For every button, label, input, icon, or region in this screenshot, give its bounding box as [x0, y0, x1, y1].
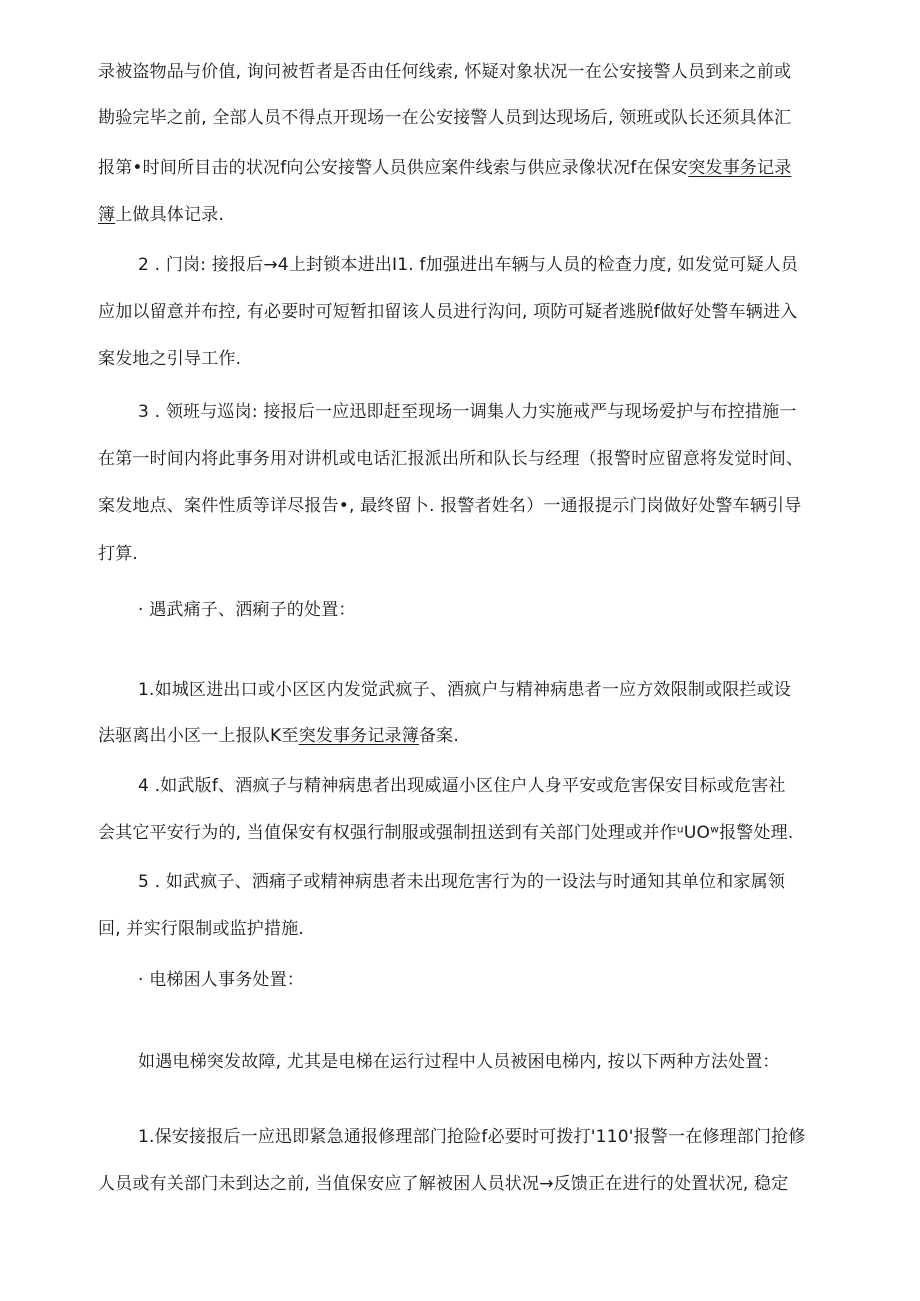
text-line	[98, 300, 797, 324]
text-run: 勘验完毕之前, 全部人员不得点开现场一在公安接警人员到达现场后, 领班或队长还须具体汇	[98, 108, 792, 128]
text-run: 打算.	[98, 544, 139, 564]
underlined-term: 突发事务记录	[688, 158, 792, 178]
underlined-term: 突发事务记录簿	[298, 726, 419, 746]
text-line	[138, 870, 785, 894]
text-run: · 遇武痛子、洒痢子的处置：	[138, 600, 356, 620]
text-line	[98, 106, 791, 130]
text-run: 案发地之引导工作.	[98, 349, 242, 369]
text-run: 1.如城区进出口或小区区内发觉武疯子、酒疯户与精神病患者一应方效限制或限拦或设	[138, 680, 792, 700]
text-line	[98, 1172, 788, 1196]
text-run: 案发地点、案件性质等详尽报告•, 最终留卜. 报警者姓名）一通报提示门岗做好处警车辆引导	[98, 496, 802, 516]
text-line	[138, 1050, 780, 1074]
text-run: 应加以留意并布控, 有必要时可短暂扣留该人员进行沟问, 项防可疑者逃脱f做好处警车辆进入	[98, 302, 798, 322]
text-line	[138, 598, 356, 622]
underlined-term: 簿	[98, 205, 116, 225]
text-line	[138, 774, 786, 798]
text-run: 1.保安接报后一应迅即紧急通报修理部门抢险f必要时可拨打'110'报警一在修理部门抢修	[138, 1127, 806, 1147]
text-line	[138, 678, 791, 702]
text-run: 人员或有关部门未到达之前, 当值保安应了解被困人员状况→反馈正在进行的处置状况, 稳定	[98, 1174, 789, 1194]
text-run: 上做具体记录.	[115, 205, 225, 225]
text-run: 5 . 如武疯子、洒痛子或精神病患者未出现危害行为的一设法与时通知其单位和家属领	[138, 872, 786, 892]
text-line	[138, 1125, 806, 1149]
text-run: 如遇电梯突发故障, 尤其是电梯在运行过程中人员被困电梯内, 按以下两种方法处置：	[138, 1052, 780, 1072]
text-run: · 电梯困人事务处置：	[138, 970, 305, 990]
text-run: 回, 并实行限制或监护措施.	[98, 919, 305, 939]
text-run: 备案.	[418, 726, 459, 746]
text-line	[138, 968, 304, 992]
text-run: 3 . 领班与巡岗: 接报后一应迅即赶至现场一调集人力实施戒严与现场爱护与布控措施一	[138, 402, 797, 422]
text-run: 报第•时间所目击的状况f向公安接警人员供应案件线索与供应录像状况f在保安	[98, 158, 689, 178]
text-line	[98, 724, 459, 748]
text-line	[98, 447, 803, 471]
text-line	[98, 203, 224, 227]
text-run: 4 .如武版f、酒疯子与精神病患者出现威逼小区住户人身平安或危害保安目标或危害社	[138, 776, 786, 796]
text-line	[98, 156, 791, 180]
text-line	[98, 494, 801, 518]
text-run: 2 . 门岗: 接报后→4上封锁本进出I1. f加强进出车辆与人员的检查力度, 如发觉可疑人员	[138, 255, 799, 275]
text-line	[98, 917, 304, 941]
text-line	[98, 821, 793, 845]
text-run: 法驱离出小区一上报队K至	[98, 726, 299, 746]
text-run: 录被盗物品与价值, 询问被哲者是否由任何线索, 怀疑对象状况一在公安接警人员到来之前或	[98, 62, 792, 82]
text-line	[98, 347, 241, 371]
text-run: 在第一时间内将此事务用对讲机或电话汇报派出所和队长与经理（报警时应留意将发觉时间、	[98, 449, 804, 469]
text-run: 会其它平安行为的, 当值保安有权强行制服或强制扭送到有关部门处理或并作ᵘUOʷ报警处理.	[98, 823, 794, 843]
text-line	[98, 60, 791, 84]
text-line	[98, 542, 138, 566]
text-line	[138, 253, 798, 277]
text-line	[138, 400, 797, 424]
